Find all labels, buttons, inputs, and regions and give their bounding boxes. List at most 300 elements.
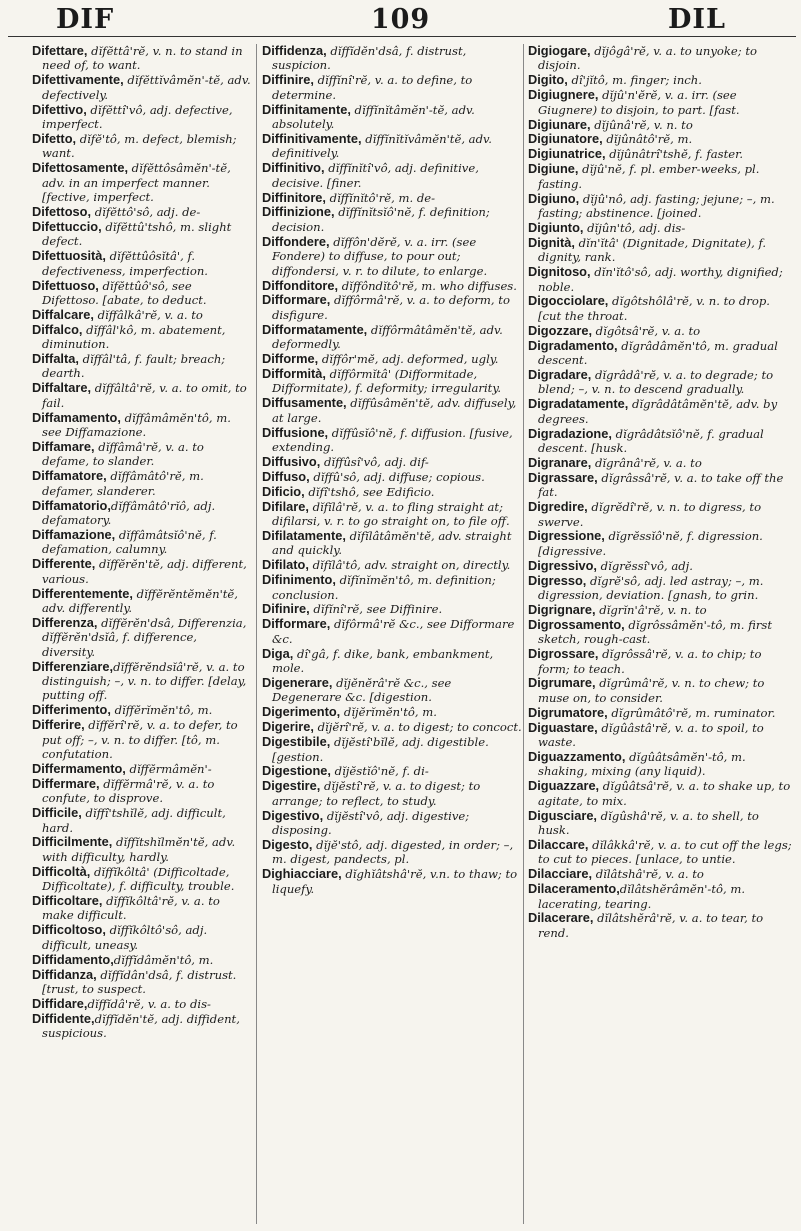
entry-definition: dĭgôtsâ'rĕ, v. a. to (592, 323, 701, 338)
entry-headword: Differentemente, (32, 585, 133, 601)
dictionary-entry (528, 397, 794, 426)
entry-definition: dĭffâmâtsĭô'nĕ, f. defamation, calumny. (42, 527, 217, 557)
entry-definition: dĭffĭnĭtî'vô, adj. definitive, decisive. [finer. (272, 161, 479, 190)
entry-definition: dĭgûâtsâ'rĕ, v. a. to shake up, to agitate, to mix. (538, 779, 791, 808)
dictionary-entry (528, 192, 794, 221)
entry-definition: dĭffôn'dĕrĕ, v. a. irr. (see Fondere) to diffuse, to pour out; diffondersi, v. r. to dilute, to enlarge. (272, 234, 488, 278)
dictionary-entry (32, 806, 252, 835)
dictionary-entry (262, 103, 522, 132)
entry-headword: Digocciolare, (528, 293, 609, 309)
dictionary-entry (32, 323, 252, 352)
dictionary-entry (32, 587, 252, 616)
entry-headword: Digesto, (262, 836, 313, 852)
entry-definition: dĭgrâdâmĕn'tô, m. gradual descent. (538, 338, 778, 368)
entry-headword: Digerire, (262, 719, 314, 735)
entry-headword: Difficile, (32, 805, 82, 821)
entry-headword: Difficoltoso, (32, 922, 106, 938)
entry-headword: Digradare, (528, 366, 592, 382)
entry-definition: dĭgrôssâmĕn'-tô, m. first sketch, rough-cast. (538, 617, 772, 647)
dictionary-entry (528, 147, 794, 161)
entry-headword: Difettuosità, (32, 248, 106, 264)
entry-headword: Digiunto, (528, 219, 584, 235)
entry-headword: Difformare, (262, 616, 331, 632)
entry-definition: dĭffĭnĭtsĭô'nĕ, f. definition; decision. (272, 205, 490, 234)
dictionary-entry (528, 324, 794, 338)
dictionary-entry (32, 73, 252, 102)
entry-definition: dĭjû'nô, adj. fasting; jejune; –, m. fasting; abstinence. [joined. (538, 191, 775, 220)
entry-definition: dĭgrĕdî'rĕ, v. n. to digress, to swerve. (538, 500, 762, 529)
entry-headword: Digradatamente, (528, 396, 629, 412)
entry-headword: Digiune, (528, 161, 579, 177)
dictionary-entry (262, 352, 522, 366)
entry-headword: Difficoltare, (32, 893, 103, 909)
dictionary-entry (32, 777, 252, 806)
entry-definition: dĭlâkkâ'rĕ, v. a. to cut off the legs; to cut to pieces. [unlace, to untie. (538, 837, 792, 867)
dictionary-entry (262, 573, 522, 602)
entry-definition: dĭffĭdân'dsâ, f. distrust. [trust, to suspect. (42, 967, 237, 996)
dictionary-entry (262, 235, 522, 278)
dictionary-entry (262, 838, 522, 867)
entry-definition: dĭjĕrĭmĕn'tô, m. (340, 705, 437, 720)
entry-definition: dî'jĭtô, m. finger; inch. (567, 73, 702, 88)
entry-headword: Differimento, (32, 702, 111, 718)
entry-headword: Digiogare, (528, 44, 591, 58)
dictionary-entry (262, 705, 522, 719)
entry-definition: dĭjĕ'stô, adj. digested, in order; –, m. digest, pandects, pl. (272, 837, 514, 867)
entry-headword: Diffusivo, (262, 453, 321, 469)
dictionary-entry (528, 647, 794, 676)
entry-headword: Digusciare, (528, 807, 597, 823)
entry-headword: Diffondere, (262, 233, 330, 249)
entry-definition: dĭffôrmĭtâ' (Difformitade, Difformitate), f. deformity; irregularity. (272, 366, 502, 396)
dictionary-entry (262, 602, 522, 616)
entry-definition: dĭffâlkâ'rĕ, v. a. to (93, 307, 203, 322)
dictionary-entry (262, 735, 522, 764)
entry-definition: dĭffûsî'vô, adj. dif- (320, 454, 429, 469)
entry-definition: dĭffĭnî'rĕ, v. a. to define, to determine. (272, 73, 473, 102)
dictionary-entry (262, 205, 522, 234)
entry-definition: dĭjôgâ'rĕ, v. a. to unyoke; to disjoin. (538, 44, 757, 73)
dictionary-column-1 (32, 44, 252, 1224)
entry-headword: Digranare, (528, 454, 592, 470)
entry-definition: dĭjûn'tô, adj. dis- (583, 220, 686, 235)
dictionary-entry (528, 44, 794, 73)
entry-definition: dĭgrûmâtô'rĕ, m. ruminator. (607, 705, 776, 720)
entry-definition: dĭffôrmâtâmĕn'tĕ, adv. deformedly. (272, 322, 503, 352)
entry-headword: Digiunatrice, (528, 146, 606, 162)
dictionary-column-3 (528, 44, 794, 1224)
entry-headword: Difforme, (262, 351, 319, 367)
entry-definition: dĭgrĕssî'vô, adj. (597, 558, 693, 573)
entry-headword: Difettivo, (32, 101, 87, 117)
entry-definition: dĭfĭnî'rĕ, see Diffinire. (309, 602, 443, 617)
entry-headword: Diffamazione, (32, 526, 116, 542)
dictionary-entry (32, 557, 252, 586)
entry-definition: dĭjĕnĕrâ'rĕ &c., see Degenerare &c. [digestion. (272, 675, 452, 705)
dictionary-entry (262, 323, 522, 352)
entry-definition: dĭffĕrĕndsĭâ'rĕ, v. a. to distinguish; –, v. n. to differ. [delay, putting off. (42, 659, 247, 703)
dictionary-entry (32, 718, 252, 761)
entry-headword: Dilaccare, (528, 836, 589, 852)
entry-headword: Diffinire, (262, 72, 314, 88)
entry-headword: Digrossare, (528, 646, 599, 662)
entry-headword: Digestivo, (262, 807, 324, 823)
entry-headword: Digradazione, (528, 425, 612, 441)
entry-headword: Diffidare, (32, 995, 88, 1011)
entry-definition: dĭjĕstĭô'nĕ, f. di- (330, 764, 429, 779)
dictionary-entry (528, 294, 794, 323)
entry-definition: dĭgrĕ'sô, adj. led astray; –, m. digression, deviation. [gnash, to grin. (538, 573, 764, 603)
dictionary-entry (262, 720, 522, 734)
dictionary-entry (32, 44, 252, 73)
entry-definition: dĭffĕrĭmĕn'tô, m. (110, 703, 213, 718)
dictionary-entry (528, 721, 794, 750)
entry-definition: dĭfĕttô'sô, adj. de- (91, 204, 201, 219)
entry-headword: Diffamatore, (32, 468, 107, 484)
entry-definition: dĭjĕstî'rĕ, v. a. to digest; to arrange; to reflect, to study. (272, 779, 481, 808)
entry-headword: Dilacciare, (528, 866, 593, 882)
entry-definition: dĭffĭnĭtô'rĕ, m. de- (325, 190, 436, 205)
entry-definition: dĭffâltâ'rĕ, v. a. to omit, to fail. (42, 381, 247, 410)
dictionary-entry (262, 485, 522, 499)
entry-headword: Digrumare, (528, 675, 596, 691)
entry-definition: dĭlâtshĕrâ'rĕ, v. a. to tear, to rend. (538, 911, 764, 940)
dictionary-entry (262, 161, 522, 190)
entry-definition: dĭffĭkôltâ' (Difficoltade, Difficoltate), f. difficulty, trouble. (42, 864, 235, 894)
dictionary-entry (32, 953, 252, 967)
entry-definition: dĭjûnâ'rĕ, v. n. to (590, 117, 693, 132)
entry-definition: dĭfĕttĭvâmĕn'-tĕ, adv. defectively. (42, 73, 251, 102)
dictionary-entry (262, 367, 522, 396)
entry-headword: Differenziare, (32, 658, 114, 674)
dictionary-entry (32, 308, 252, 322)
dictionary-entry (262, 764, 522, 778)
entry-headword: Diffalcare, (32, 306, 94, 322)
dictionary-entry (262, 500, 522, 529)
entry-definition: dĭffĕrmâ'rĕ, v. a. to confute, to disprove. (42, 776, 215, 806)
entry-headword: Differmare, (32, 775, 100, 791)
entry-definition: dĭfî'tshô, see Edificio. (304, 484, 435, 499)
entry-headword: Diffinitore, (262, 189, 326, 205)
entry-definition: dĭlâtshĕrâmĕn'-tô, m. lacerating, tearing. (538, 882, 746, 911)
dictionary-entry (262, 676, 522, 705)
entry-headword: Difettare, (32, 44, 88, 58)
entry-definition: dĭffâl'kô, m. abatement, diminution. (42, 322, 226, 352)
entry-headword: Difettosamente, (32, 160, 128, 176)
entry-definition: dĭlâtshâ'rĕ, v. a. to (592, 867, 704, 882)
entry-definition: dĭffû'sô, adj. diffuse; copious. (309, 469, 485, 484)
entry-headword: Digiuno, (528, 190, 580, 206)
entry-headword: Digradamento, (528, 337, 618, 353)
entry-definition: dî'gâ, f. dike, bank, embankment, mole. (272, 646, 494, 676)
entry-definition: dĭgûshâ'rĕ, v. a. to shell, to husk. (538, 808, 759, 838)
entry-headword: Digredire, (528, 499, 588, 515)
entry-definition: dĭffĭkôltô'sô, adj. difficult, uneasy. (42, 923, 208, 952)
entry-definition: dĭffĭtshĭlmĕn'tĕ, adv. with difficulty, hardly. (42, 835, 236, 864)
entry-definition: dĭffûsĭô'nĕ, f. diffusion. [fusive, extending. (272, 425, 513, 454)
entry-headword: Digestire, (262, 778, 321, 794)
entry-headword: Diffinitivo, (262, 160, 325, 176)
dictionary-entry (32, 894, 252, 923)
dictionary-entry (32, 835, 252, 864)
entry-definition: dĭffâl'tâ, f. fault; breach; dearth. (42, 352, 226, 381)
entry-definition: dĭffûsâmĕn'tĕ, adv. diffusely, at large. (272, 396, 517, 425)
entry-headword: Difformatamente, (262, 321, 368, 337)
entry-headword: Diffusamente, (262, 395, 347, 411)
entry-definition: dĭgrâdâtâmĕn'tĕ, adv. by degrees. (538, 397, 778, 426)
entry-headword: Difetto, (32, 130, 77, 146)
entry-headword: Diguastare, (528, 719, 598, 735)
entry-headword: Differente, (32, 556, 96, 572)
dictionary-entry (528, 471, 794, 500)
entry-definition: dĭfĕttôsâmĕn'-tĕ, adv. in an imperfect manner. [fective, imperfect. (42, 161, 231, 205)
entry-definition: dĭjĕrî'rĕ, v. a. to digest; to concoct. (313, 720, 522, 735)
entry-headword: Diffamare, (32, 438, 95, 454)
entry-definition: dĭgûâtsâmĕn'-tô, m. shaking, mixing (any liquid). (538, 750, 746, 779)
entry-headword: Digiunatore, (528, 131, 603, 147)
entry-headword: Dignitoso, (528, 264, 591, 280)
entry-headword: Differmamento, (32, 760, 126, 776)
entry-definition: dĭjûnâtrî'tshĕ, f. faster. (605, 147, 744, 162)
entry-definition: dĭgrâdâ'rĕ, v. a. to degrade; to blend; –, v. n. to descend gradually. (538, 367, 774, 397)
dictionary-entry (528, 706, 794, 720)
entry-definition: dĭfĭlâ'rĕ, v. a. to fling straight at; difilarsi, v. r. to go straight on, to file off. (272, 499, 510, 528)
entry-headword: Differenza, (32, 614, 98, 630)
dictionary-entry (32, 249, 252, 278)
dictionary-entry (528, 427, 794, 456)
dictionary-entry (528, 750, 794, 779)
dictionary-entry (32, 161, 252, 204)
entry-definition: dĭfĕttûôsĭtâ', f. defectiveness, imperfection. (42, 249, 208, 278)
entry-definition: dĭffĕrî'rĕ, v. a. to defer, to put off; –, v. n. to differ. [tô, m. confutation. (42, 718, 238, 761)
entry-definition: dĭfĕttâ'rĕ, v. n. to stand in need of, to want. (42, 44, 243, 73)
dictionary-entry (262, 558, 522, 572)
entry-definition: dĭgûâstâ'rĕ, v. a. to spoil, to waste. (538, 720, 764, 750)
entry-headword: Diguazzare, (528, 778, 600, 794)
entry-headword: Difformare, (262, 292, 331, 308)
dictionary-entry (528, 456, 794, 470)
entry-definition: dĭffĭkôltâ'rĕ, v. a. to make difficult. (42, 894, 220, 923)
dictionary-entry (528, 339, 794, 368)
entry-definition: dĭfĭlâtâmĕn'tĕ, adv. straight and quickly. (272, 528, 512, 558)
entry-headword: Digiunare, (528, 116, 591, 132)
entry-definition: dĭffĭdĕn'dsâ, f. distrust, suspicion. (272, 44, 467, 73)
entry-headword: Dilacerare, (528, 910, 594, 926)
dictionary-entry (528, 162, 794, 191)
dictionary-entry (262, 470, 522, 484)
entry-headword: Difilatamente, (262, 527, 346, 543)
entry-definition: dĭffĭnĭtâmĕn'-tĕ, adv. absolutely. (272, 102, 475, 132)
entry-headword: Dificio, (262, 483, 305, 499)
dictionary-entry (262, 455, 522, 469)
dictionary-entry (32, 923, 252, 952)
dictionary-entry (528, 236, 794, 265)
entry-headword: Difformità, (262, 365, 326, 381)
dictionary-entry (32, 205, 252, 219)
dictionary-entry (528, 500, 794, 529)
dictionary-entry (32, 968, 252, 997)
entry-definition: dĭffôndĭtô'rĕ, m. who diffuses. (338, 278, 517, 293)
dictionary-entry (528, 221, 794, 235)
entry-headword: Diffalta, (32, 351, 79, 367)
entry-definition: dĭffĕrĕn'dsâ, Differenzia, dĭffĕrĕn'dsĭâ, f. difference, diversity. (42, 615, 247, 659)
dictionary-entry (262, 396, 522, 425)
entry-definition: dĭfĕttî'vô, adj. defective, imperfect. (42, 102, 233, 132)
page-number: 109 (370, 4, 431, 35)
dictionary-entry (528, 265, 794, 294)
dictionary-entry (528, 882, 794, 911)
entry-definition: dĭfĕttûô'sô, see Difettoso. [abate, to deduct. (42, 278, 207, 307)
entry-definition: dĭgrĭn'â'rĕ, v. n. to (595, 602, 707, 617)
dictionary-entry (262, 617, 522, 646)
dictionary-entry (32, 528, 252, 557)
entry-definition: dĭfĕttû'tshô, m. slight defect. (42, 219, 232, 249)
dictionary-entry (528, 88, 794, 117)
entry-headword: Digrossamento, (528, 616, 625, 632)
dictionary-entry (528, 73, 794, 87)
entry-headword: Diffidente, (32, 1010, 95, 1026)
entry-headword: Diffidamento, (32, 951, 114, 967)
entry-definition: dĭffâmâ'rĕ, v. a. to defame, to slander. (42, 439, 204, 469)
entry-headword: Diffinizione, (262, 204, 335, 220)
entry-definition: dĭffôr'mĕ, adj. deformed, ugly. (318, 352, 499, 367)
entry-headword: Digresso, (528, 572, 587, 588)
dictionary-entry (262, 191, 522, 205)
entry-headword: Difettuccio, (32, 218, 102, 234)
entry-headword: Digozzare, (528, 322, 592, 338)
dictionary-entry (32, 703, 252, 717)
entry-headword: Diffonditore, (262, 277, 339, 293)
entry-headword: Diffamatorio, (32, 497, 111, 513)
dictionary-entry (528, 118, 794, 132)
entry-headword: Digressione, (528, 528, 605, 544)
left-guide-word: DIF (56, 4, 115, 35)
entry-headword: Digrignare, (528, 601, 596, 617)
entry-definition: dĭffĭnĭtĭvâmĕn'tĕ, adv. definitively. (272, 131, 492, 161)
entry-definition: dĭffĕrmâmĕn'- (125, 761, 212, 776)
entry-headword: Difettivamente, (32, 72, 124, 88)
entry-definition: dĭjû'n'ĕrĕ, v. a. irr. (see Giugnere) to disjoin, to part. [fast. (538, 88, 740, 117)
entry-headword: Dilaceramento, (528, 881, 620, 897)
entry-definition: dĭgrôssâ'rĕ, v. a. to chip; to form; to teach. (538, 647, 762, 676)
entry-definition: dĭffâmâmĕn'tô, m. see Diffamazione. (42, 410, 231, 440)
entry-headword: Difinire, (262, 601, 310, 617)
entry-headword: Diffaltare, (32, 380, 92, 396)
dictionary-entry (262, 779, 522, 808)
dictionary-entry (32, 132, 252, 161)
right-guide-word: DIL (668, 4, 727, 35)
entry-definition: dĭn'ĭtô'sô, adj. worthy, dignified; noble. (538, 265, 783, 294)
entry-definition: dĭffĭdâmĕn'tô, m. (113, 952, 214, 967)
entry-definition: dĭghĭâtshâ'rĕ, v.n. to thaw; to liquefy. (272, 867, 518, 896)
entry-definition: dĭffĕrĕn'tĕ, adj. different, various. (42, 557, 247, 586)
dictionary-entry (262, 647, 522, 676)
entry-headword: Digressivo, (528, 557, 597, 573)
dictionary-entry (32, 381, 252, 410)
entry-definition: dĭgrânâ'rĕ, v. a. to (591, 455, 702, 470)
column-divider (523, 44, 524, 1224)
dictionary-entry (32, 1012, 252, 1041)
entry-headword: Difficoltà, (32, 863, 91, 879)
entry-headword: Digenerare, (262, 674, 333, 690)
entry-headword: Difficilmente, (32, 834, 113, 850)
entry-headword: Diffidenza, (262, 44, 327, 58)
entry-headword: Diffuso, (262, 468, 310, 484)
dictionary-entry (32, 411, 252, 440)
entry-headword: Difettoso, (32, 203, 92, 219)
entry-headword: Difilato, (262, 557, 309, 573)
entry-headword: Diffinitivamente, (262, 130, 362, 146)
entry-definition: dĭjĕstî'bĭlĕ, adj. digestible. [gestion. (272, 735, 489, 764)
entry-headword: Digestibile, (262, 734, 331, 750)
dictionary-entry (528, 838, 794, 867)
dictionary-entry (262, 809, 522, 838)
entry-headword: Digestione, (262, 763, 331, 779)
entry-definition: dĭfĕ'tô, m. defect, blemish; want. (42, 131, 237, 161)
dictionary-entry (528, 676, 794, 705)
dictionary-entry (32, 997, 252, 1011)
dictionary-entry (32, 352, 252, 381)
dictionary-entry (262, 73, 522, 102)
entry-headword: Diffinitamente, (262, 101, 351, 117)
entry-headword: Difettuoso, (32, 277, 99, 293)
entry-definition: dĭgrâssâ'rĕ, v. a. to take off the fat. (538, 470, 784, 500)
entry-headword: Diffidanza, (32, 966, 97, 982)
entry-headword: Digiugnere, (528, 87, 599, 103)
column-divider (256, 44, 257, 1224)
entry-definition: dĭffôrmâ'rĕ, v. a. to deform, to disfigure. (272, 293, 510, 322)
entry-headword: Difinimento, (262, 572, 336, 588)
entry-headword: Dighiacciare, (262, 866, 342, 882)
dictionary-entry (262, 132, 522, 161)
entry-headword: Digito, (528, 72, 568, 88)
dictionary-entry (528, 779, 794, 808)
dictionary-entry (262, 867, 522, 896)
entry-headword: Diffusione, (262, 424, 329, 440)
entry-headword: Diguazzamento, (528, 749, 626, 764)
entry-definition: dĭffĭdĕn'tĕ, adj. diffident, suspicious. (42, 1011, 240, 1041)
dictionary-entry (262, 279, 522, 293)
entry-headword: Digrassare, (528, 469, 598, 485)
entry-definition: dĭjû'nĕ, f. pl. ember-weeks, pl. fasting. (538, 162, 760, 191)
entry-definition: dĭfôrmâ'rĕ &c., see Difformare &c. (272, 617, 515, 646)
dictionary-entry (528, 603, 794, 617)
dictionary-entry (32, 499, 252, 528)
dictionary-entry (528, 809, 794, 838)
entry-definition: dĭjĕstî'vô, adj. digestive; disposing. (272, 808, 470, 838)
dictionary-entry (528, 529, 794, 558)
dictionary-entry (262, 426, 522, 455)
dictionary-entry (32, 440, 252, 469)
dictionary-entry (32, 220, 252, 249)
dictionary-entry (32, 103, 252, 132)
entry-definition: dĭjûnâtô'rĕ, m. (602, 132, 693, 147)
page-header (0, 0, 801, 34)
dictionary-entry (528, 867, 794, 881)
header-rule (8, 36, 796, 37)
entry-headword: Digerimento, (262, 704, 341, 720)
entry-headword: Digrumatore, (528, 704, 608, 720)
entry-definition: dĭffâmâtô'rĭô, adj. defamatory. (42, 498, 216, 527)
dictionary-entry (32, 469, 252, 498)
entry-headword: Diga, (262, 645, 294, 661)
dictionary-entry (262, 293, 522, 322)
entry-definition: dĭffâmâtô'rĕ, m. defamer, slanderer. (42, 469, 204, 498)
entry-headword: Differire, (32, 717, 85, 733)
dictionary-entry (32, 279, 252, 308)
entry-definition: dĭgrûmâ'rĕ, v. n. to chew; to muse on, to consider. (538, 676, 765, 705)
entry-definition: dĭffĕrĕntĕmĕn'tĕ, adv. differently. (42, 586, 238, 615)
